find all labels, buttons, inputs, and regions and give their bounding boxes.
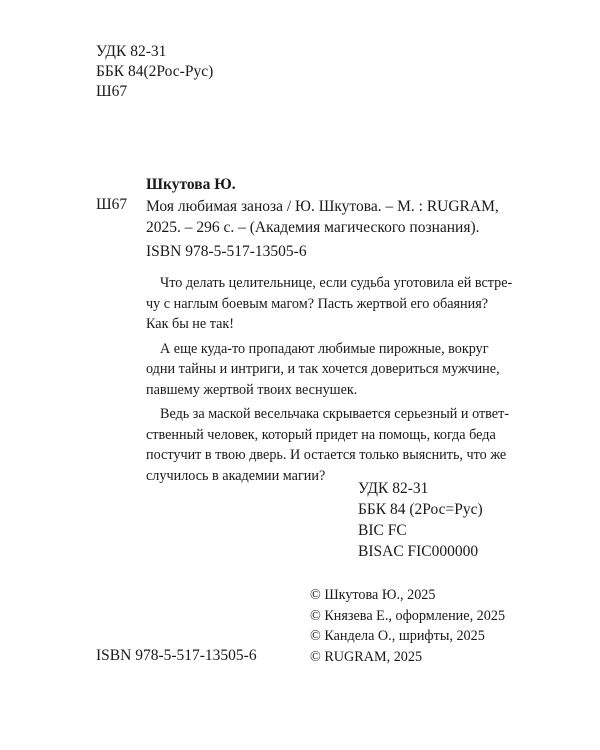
classification-block-bottom xyxy=(358,478,483,562)
author-sign-code: Ш67 xyxy=(96,83,128,100)
udk-code: УДК 82-31 xyxy=(358,480,429,497)
annotation-paragraph xyxy=(146,404,510,486)
annotation-line: Что делать целительнице, если судьба уготовила ей встре- xyxy=(160,275,513,291)
bbk-code: ББК 84 (2Рос=Рус) xyxy=(358,501,483,518)
annotation xyxy=(146,273,513,490)
annotation-line: случилось в академии магии? xyxy=(146,467,326,484)
annotation-line: Ведь за маской весельчака скрывается серьезный и ответ- xyxy=(160,406,510,422)
annotation-paragraph xyxy=(146,273,513,335)
copyright-block xyxy=(310,585,505,667)
annotation-line: ственный человек, который придет на помощь, когда беда xyxy=(146,426,496,443)
annotation-line: одни тайны и интриги, и так хочется довериться мужчине, xyxy=(146,361,500,377)
author-name: Шкутова Ю. xyxy=(146,176,236,193)
isbn-main: ISBN 978-5-517-13505-6 xyxy=(146,243,307,260)
copyright-line: © Кандела О., шрифты, 2025 xyxy=(310,628,485,644)
annotation-paragraph xyxy=(146,339,506,401)
annotation-line: павшему жертвой твоих веснушек. xyxy=(146,381,358,398)
copyright-line: © Шкутова Ю., 2025 xyxy=(310,587,436,603)
bisac-code: BISAC FIC000000 xyxy=(358,543,479,560)
annotation-line: А еще куда-то пропадают любимые пирожные, вокруг xyxy=(160,340,489,357)
annotation-line: чу с наглым боевым магом? Пасть жертвой его обаяния? xyxy=(146,295,489,312)
copyright-line: © Князева Е., оформление, 2025 xyxy=(310,607,506,624)
isbn-footer: ISBN 978-5-517-13505-6 xyxy=(96,647,257,664)
classification-block-top xyxy=(96,42,213,102)
biblio-line: Моя любимая заноза / Ю. Шкутова. – М. : RUGRAM, xyxy=(146,198,499,215)
bbk-code: ББК 84(2Рос-Рус) xyxy=(96,63,214,80)
annotation-line: постучит в твою дверь. И остается только выяснить, что же xyxy=(146,447,507,463)
copyright-line: © RUGRAM, 2025 xyxy=(310,648,423,665)
bibliographic-description xyxy=(146,196,506,238)
bic-code: BIC FC xyxy=(358,522,407,539)
author-code: Ш67 xyxy=(96,196,128,213)
annotation-line: Как бы не так! xyxy=(146,316,235,332)
udk-code: УДК 82-31 xyxy=(96,43,167,60)
biblio-line: 2025. – 296 с. – (Академия магического познания). xyxy=(146,219,480,236)
